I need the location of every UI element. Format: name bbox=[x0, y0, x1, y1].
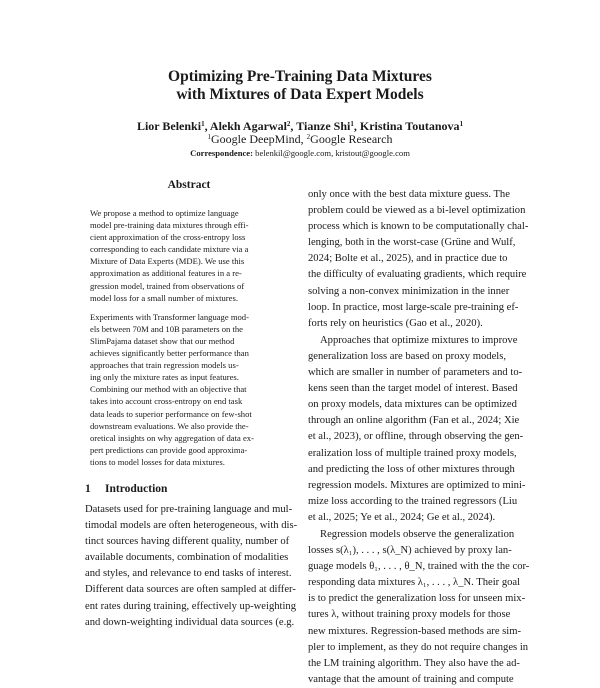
text-line: pert predictions can provide good approxima- bbox=[90, 444, 248, 455]
text-line: model loss for a small number of mixtures. bbox=[90, 292, 238, 303]
text-line: forts rely on heuristics (Gao et al., 2020). bbox=[308, 317, 483, 329]
text-line: problem could be viewed as a bi-level optimization bbox=[308, 205, 526, 217]
title-line-2: with Mixtures of Data Expert Models bbox=[176, 86, 424, 103]
left-column bbox=[85, 178, 298, 631]
text-line: the LM training algorithm. They also have the ad- bbox=[308, 657, 520, 669]
author-affil-mark: 2 bbox=[286, 120, 291, 128]
text-line: kens seen than the target model of interest. Based bbox=[308, 383, 518, 395]
text-line: tures λ, without training proxy models for those bbox=[308, 609, 511, 621]
correspondence-label: Correspondence: bbox=[190, 148, 253, 158]
text-line: mize loss according to the trained regressors (Liu bbox=[308, 495, 518, 507]
affil-mark: 2 bbox=[306, 133, 311, 141]
author-separator: , bbox=[290, 119, 297, 133]
author-separator: , bbox=[204, 119, 210, 133]
affil-mark: 1 bbox=[207, 133, 212, 141]
text-line: tions to model losses for data mixtures. bbox=[90, 456, 225, 467]
affil-name: Google DeepMind bbox=[211, 132, 301, 146]
abstract-heading: Abstract bbox=[167, 179, 211, 191]
right-paragraph-2 bbox=[308, 333, 534, 526]
text-line: is to predict the generalization loss for unseen mix- bbox=[308, 593, 526, 605]
abstract-paragraph-2 bbox=[90, 311, 288, 468]
text-line: ing only the mixture rates as input features. bbox=[90, 372, 239, 383]
title-line-1: Optimizing Pre-Training Data Mixtures bbox=[168, 68, 432, 85]
author-name: Alekh Agarwal bbox=[209, 119, 287, 133]
text-line: responding data mixtures λ₁, . . . , λ_N. Their goal bbox=[308, 577, 521, 589]
author-affil-mark: 1 bbox=[201, 120, 205, 128]
text-line: only once with the best data mixture guess. The bbox=[308, 189, 510, 200]
text-line: pler to implement, as they do not require changes in bbox=[308, 641, 529, 653]
text-line: and predicting the loss of other mixtures through bbox=[308, 463, 515, 475]
author-name: Kristina Toutanova bbox=[359, 119, 460, 133]
right-paragraph-3 bbox=[308, 527, 534, 688]
affil-separator: , bbox=[300, 132, 307, 146]
text-line: solving a non-convex minimization in the inner bbox=[308, 285, 510, 297]
author-affil-mark: 1 bbox=[459, 120, 464, 128]
text-line: lenging, both in the worst-case (Grüne and Wulf, bbox=[308, 237, 516, 249]
text-line: et al., 2023), or offline, through observing the gen- bbox=[308, 431, 524, 443]
text-line: data leads to superior performance on few-shot bbox=[90, 408, 252, 419]
text-line: model pre-training data mixtures through effi- bbox=[90, 220, 249, 231]
text-line: Combining our method with an objective that bbox=[90, 384, 247, 395]
text-line: Regression models observe the generalization bbox=[320, 528, 515, 540]
text-line: ent rates during training, effectively up-weighting bbox=[85, 600, 297, 612]
text-line: cient approximation of the cross-entropy loss bbox=[90, 232, 246, 243]
correspondence-emails: belenkil@google.com, kristout@google.com bbox=[255, 148, 410, 158]
affiliations bbox=[0, 132, 600, 146]
text-line: guage models θ₁, . . . , θ_N, trained with the the cor- bbox=[308, 561, 530, 573]
section-heading-introduction bbox=[85, 482, 293, 496]
text-line: through an online algorithm (Fan et al., 2024; Xie bbox=[308, 415, 520, 427]
text-line: oretical insights on why aggregation of data ex- bbox=[90, 432, 254, 443]
text-line: takes into account cross-entropy on end task bbox=[90, 396, 243, 407]
text-line: et al., 2025; Ye et al., 2024; Ge et al., 2024). bbox=[308, 511, 496, 523]
text-line: downstream evaluations. We also provide the- bbox=[90, 420, 249, 431]
text-line: achieves significantly better performance than bbox=[90, 348, 249, 359]
text-line: loop. In practice, most large-scale pre-training ef- bbox=[308, 301, 519, 313]
author-separator: , bbox=[353, 119, 360, 133]
section-number: 1 bbox=[85, 482, 91, 495]
text-line: corresponding to each candidate mixture via a bbox=[90, 244, 249, 255]
text-line: gression model, trained from observations of bbox=[90, 280, 245, 291]
right-paragraph-1 bbox=[308, 187, 534, 332]
affil-name: Google Research bbox=[310, 132, 393, 146]
text-line: We propose a method to optimize language bbox=[90, 208, 239, 218]
author-name: Lior Belenki bbox=[136, 119, 202, 133]
text-line: Different data sources are often sampled at differ- bbox=[85, 584, 296, 596]
text-line: process which is known to be computationally chal- bbox=[308, 221, 529, 233]
author-name: Tianze Shi bbox=[296, 119, 351, 133]
text-line: tinct sources having different quality, number of bbox=[85, 536, 290, 548]
text-line: which are smaller in number of parameters and to- bbox=[308, 367, 523, 379]
paper-title bbox=[0, 68, 600, 104]
correspondence bbox=[0, 148, 600, 159]
text-line: on proxy models, data mixtures can be optimized bbox=[308, 399, 517, 411]
text-line: losses s(λ₁), . . . , s(λ_N) achieved by proxy lan- bbox=[308, 545, 512, 557]
intro-paragraph-1 bbox=[85, 502, 298, 631]
text-line: Experiments with Transformer language mod- bbox=[90, 311, 249, 322]
text-line: new mixtures. Regression-based methods are sim- bbox=[308, 625, 522, 637]
text-line: generalization loss are based on proxy models, bbox=[308, 350, 506, 362]
author-list bbox=[0, 119, 600, 133]
text-line: timodal models are often heterogeneous, with dis- bbox=[85, 520, 298, 532]
author-affil-mark: 1 bbox=[350, 120, 354, 128]
abstract-paragraph-1 bbox=[90, 207, 288, 304]
text-line: eralization loss of multiple trained proxy models, bbox=[308, 447, 517, 459]
text-line: regression models. Mixtures are optimized to mini- bbox=[308, 479, 526, 491]
text-line: approaches that train regression models us- bbox=[90, 360, 239, 371]
text-line: vantage that the amount of training and compute bbox=[308, 673, 514, 685]
text-line: SlimPajama dataset show that our method bbox=[90, 335, 235, 346]
section-title: Introduction bbox=[105, 482, 168, 495]
text-line: available documents, combination of modalities bbox=[85, 552, 289, 564]
text-line: Approaches that optimize mixtures to improve bbox=[320, 334, 518, 346]
text-line: the difficulty of evaluating gradients, which require bbox=[308, 269, 527, 281]
text-line: and down-weighting individual data sources (e.g. bbox=[85, 616, 295, 628]
text-line: Datasets used for pre-training language and mul- bbox=[85, 503, 293, 515]
text-line: and styles, and relevance to end tasks of interest. bbox=[85, 568, 292, 580]
right-column bbox=[308, 187, 534, 688]
text-line: els between 70M and 10B parameters on the bbox=[90, 323, 243, 334]
text-line: Mixture of Data Experts (MDE). We use this bbox=[90, 256, 245, 267]
text-line: 2024; Bolte et al., 2025), and in practice due to bbox=[308, 253, 508, 265]
text-line: approximation as additional features in a re- bbox=[90, 268, 242, 279]
